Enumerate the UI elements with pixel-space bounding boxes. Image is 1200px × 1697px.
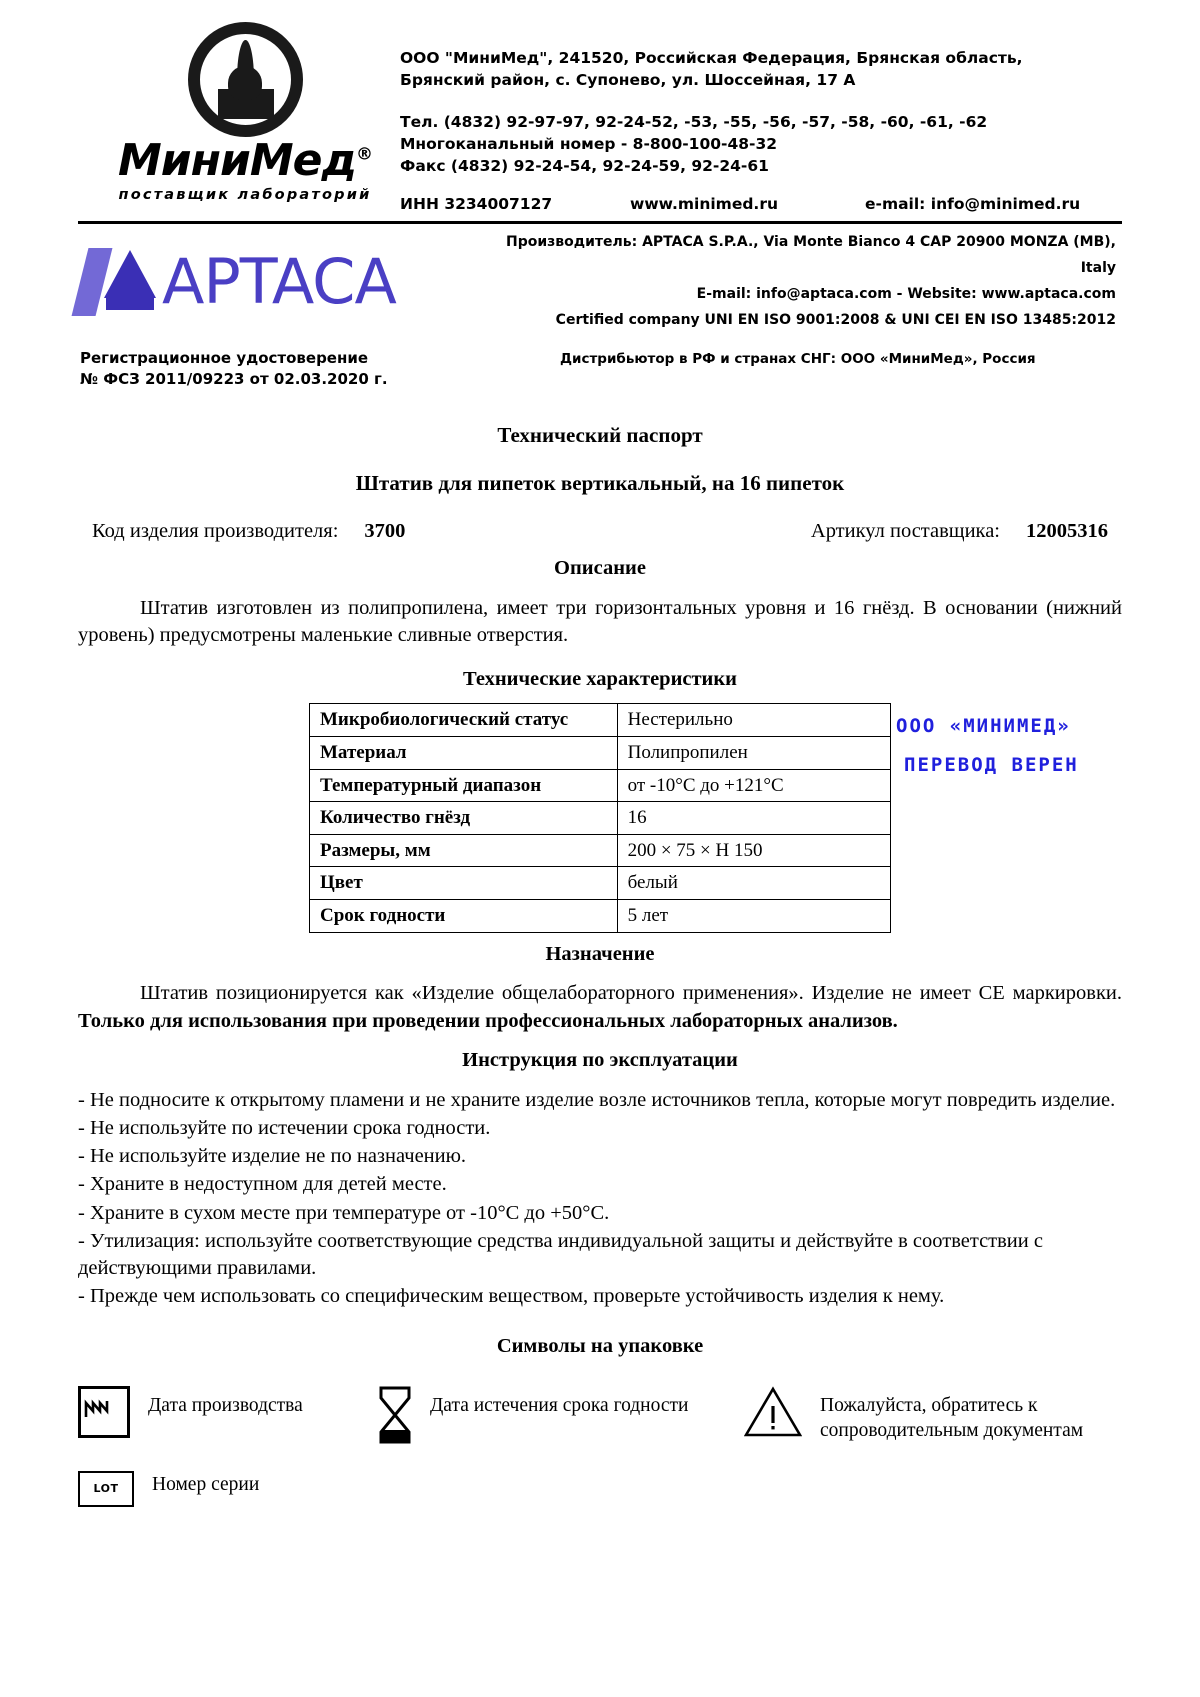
factory-roof-icon bbox=[84, 1399, 118, 1419]
specs-key: Цвет bbox=[310, 867, 618, 900]
specs-key: Срок годности bbox=[310, 900, 618, 933]
section-heading-symbols: Символы на упаковке bbox=[496, 1334, 704, 1357]
address-line-1: ООО "МиниМед", 241520, Российская Федерация, Брянская область, bbox=[400, 49, 1023, 67]
factory-icon bbox=[78, 1386, 130, 1438]
specs-value: 200 × 75 × H 150 bbox=[617, 834, 890, 867]
purpose-text bbox=[78, 980, 1122, 1035]
symbol-manufacture-date bbox=[78, 1386, 378, 1438]
specs-value: Нестерильно bbox=[617, 704, 890, 737]
specs-key: Материал bbox=[310, 736, 618, 769]
minimed-logo bbox=[80, 22, 400, 203]
manufacturer-code-label: Код изделия производителя: bbox=[92, 519, 339, 542]
stamp-line-1: ООО «МИНИМЕД» bbox=[896, 715, 1071, 738]
lot-icon bbox=[78, 1471, 134, 1507]
symbol-caption: Номер серии bbox=[152, 1473, 260, 1495]
supplier-code-value: 12005316 bbox=[1026, 519, 1108, 542]
email-link[interactable]: e-mail: info@minimed.ru bbox=[865, 195, 1081, 213]
minimed-wordmark bbox=[90, 135, 400, 186]
minimed-header bbox=[0, 0, 1200, 215]
symbol-lot-number bbox=[78, 1471, 378, 1507]
specs-table-row bbox=[310, 704, 891, 737]
section-heading-instructions: Инструкция по эксплуатации bbox=[462, 1048, 738, 1071]
symbols-row-1 bbox=[78, 1386, 1122, 1453]
purpose-text-regular: Штатив позиционируется как «Изделие общелабораторного применения». Изделие не имеет CE маркировки. bbox=[140, 982, 1122, 1005]
multichannel-line: Многоканальный номер - 8-800-100-48-32 bbox=[400, 135, 778, 153]
specs-key: Количество гнёзд bbox=[310, 802, 618, 835]
specs-area bbox=[78, 703, 1122, 932]
symbol-caption-line-1: Пожалуйста, обратитесь к bbox=[820, 1395, 1038, 1417]
instruction-item: - Храните в недоступном для детей месте. bbox=[78, 1173, 447, 1196]
minimed-contact-block bbox=[400, 22, 1120, 215]
translation-stamp bbox=[896, 717, 1079, 775]
phone-line: Тел. (4832) 92-97-97, 92-24-52, -53, -55, -56, -57, -58, -60, -61, -62 bbox=[400, 113, 988, 131]
specs-table-row bbox=[310, 802, 891, 835]
aptaca-header bbox=[0, 224, 1200, 334]
registration-header bbox=[0, 334, 1200, 392]
instructions-list bbox=[78, 1087, 1122, 1311]
fax-line: Факс (4832) 92-24-54, 92-24-59, 92-24-61 bbox=[400, 157, 769, 175]
specs-value: от -10°C до +121°C bbox=[617, 769, 890, 802]
description-text: Штатив изготовлен из полипропилена, имеет три горизонтальных уровня и 16 гнёзд. В основании (нижний уровень) предусмотрены маленькие сливные отверстия. bbox=[78, 597, 1122, 647]
symbol-caption: Дата истечения срока годности bbox=[430, 1395, 689, 1417]
aptaca-badge-icon bbox=[80, 248, 158, 316]
symbols-row-2 bbox=[78, 1471, 1122, 1507]
symbol-caption bbox=[802, 1386, 1083, 1444]
lot-icon-label: LOT bbox=[78, 1471, 134, 1507]
specs-table-body bbox=[310, 704, 891, 932]
section-heading-description: Описание bbox=[554, 557, 646, 580]
aptaca-wordmark: APTACA bbox=[162, 244, 396, 318]
product-codes bbox=[78, 518, 1122, 546]
document-body bbox=[0, 421, 1200, 1526]
instruction-item: - Храните в сухом месте при температуре от -10°C до +50°C. bbox=[78, 1201, 610, 1224]
supplier-code-label: Артикул поставщика: bbox=[810, 519, 1000, 542]
minimed-wordmark-text: МиниМед bbox=[117, 135, 356, 186]
specs-value: Полипропилен bbox=[617, 736, 890, 769]
instruction-item: - Прежде чем использовать со специфическим веществом, проверьте устойчивость изделия к нему. bbox=[78, 1285, 945, 1308]
page-title: Технический паспорт bbox=[497, 423, 703, 448]
registered-trademark-icon: ® bbox=[356, 144, 372, 165]
product-name: Штатив для пипеток вертикальный, на 16 пипеток bbox=[355, 471, 845, 496]
specs-key: Температурный диапазон bbox=[310, 769, 618, 802]
specs-key: Размеры, мм bbox=[310, 834, 618, 867]
hourglass-icon bbox=[378, 1386, 412, 1453]
specs-table-row bbox=[310, 736, 891, 769]
section-heading-purpose: Назначение bbox=[545, 942, 655, 965]
instruction-item: - Не используйте по истечении срока годности. bbox=[78, 1116, 491, 1139]
purpose-text-bold: Только для использования при проведении профессиональных лабораторных анализов. bbox=[78, 1009, 898, 1032]
symbol-caption-line-2: сопроводительным документам bbox=[820, 1420, 1084, 1442]
section-heading-specs: Технические характеристики bbox=[463, 667, 737, 690]
symbol-caption: Дата производства bbox=[148, 1395, 303, 1417]
inn-value: ИНН 3234007127 bbox=[400, 195, 553, 213]
manufacturer-address: Производитель: APTACA S.P.A., Via Monte Bianco 4 CAP 20900 MONZA (MB), Italy bbox=[505, 234, 1116, 276]
symbol-expiry-date bbox=[378, 1386, 744, 1453]
symbols-section bbox=[78, 1386, 1122, 1526]
warning-triangle-icon bbox=[744, 1386, 802, 1447]
specs-value: белый bbox=[617, 867, 890, 900]
reg-cert-line-2: № ФСЗ 2011/09223 от 02.03.2020 г. bbox=[80, 370, 388, 389]
specs-table bbox=[309, 703, 891, 932]
minimed-emblem-icon bbox=[188, 22, 303, 137]
address-line-2: Брянский район, с. Супонево, ул. Шоссейная, 17 А bbox=[400, 71, 856, 89]
instruction-item: - Не подносите к открытому пламени и не храните изделие возле источников тепла, которые могут повредить изделие. bbox=[78, 1088, 1116, 1111]
specs-table-row bbox=[310, 834, 891, 867]
distributor-line: Дистрибьютор в РФ и странах СНГ: ООО «МиниМед», Россия bbox=[560, 350, 1036, 367]
manufacturer-code-value: 3700 bbox=[364, 519, 406, 542]
instruction-item: - Не используйте изделие не по назначению. bbox=[78, 1145, 467, 1168]
instruction-item: - Утилизация: используйте соответствующие средства индивидуальной защиты и действуйте в соответствии с действующими правилами. bbox=[78, 1229, 1043, 1280]
specs-table-row bbox=[310, 867, 891, 900]
specs-table-row bbox=[310, 900, 891, 933]
aptaca-contact-block bbox=[480, 230, 1120, 334]
registration-certificate bbox=[80, 348, 560, 392]
specs-value: 16 bbox=[617, 802, 890, 835]
supplier-code bbox=[811, 518, 1122, 546]
stamp-line-2: ПЕРЕВОД ВЕРЕН bbox=[904, 754, 1079, 777]
specs-table-row bbox=[310, 769, 891, 802]
reg-cert-line-1: Регистрационное удостоверение bbox=[80, 348, 369, 367]
aptaca-logo bbox=[80, 246, 480, 318]
specs-value: 5 лет bbox=[617, 900, 890, 933]
manufacturer-certification: Certified company UNI EN ISO 9001:2008 & UNI CEI EN ISO 13485:2012 bbox=[555, 311, 1116, 328]
manufacturer-contact: E-mail: info@aptaca.com - Website: www.aptaca.com bbox=[696, 285, 1116, 302]
minimed-tagline: поставщик лабораторий bbox=[118, 187, 372, 203]
manufacturer-code bbox=[78, 518, 405, 546]
symbol-consult-documents bbox=[744, 1386, 1122, 1447]
specs-key: Микробиологический статус bbox=[310, 704, 618, 737]
website-link[interactable]: www.minimed.ru bbox=[630, 195, 778, 213]
